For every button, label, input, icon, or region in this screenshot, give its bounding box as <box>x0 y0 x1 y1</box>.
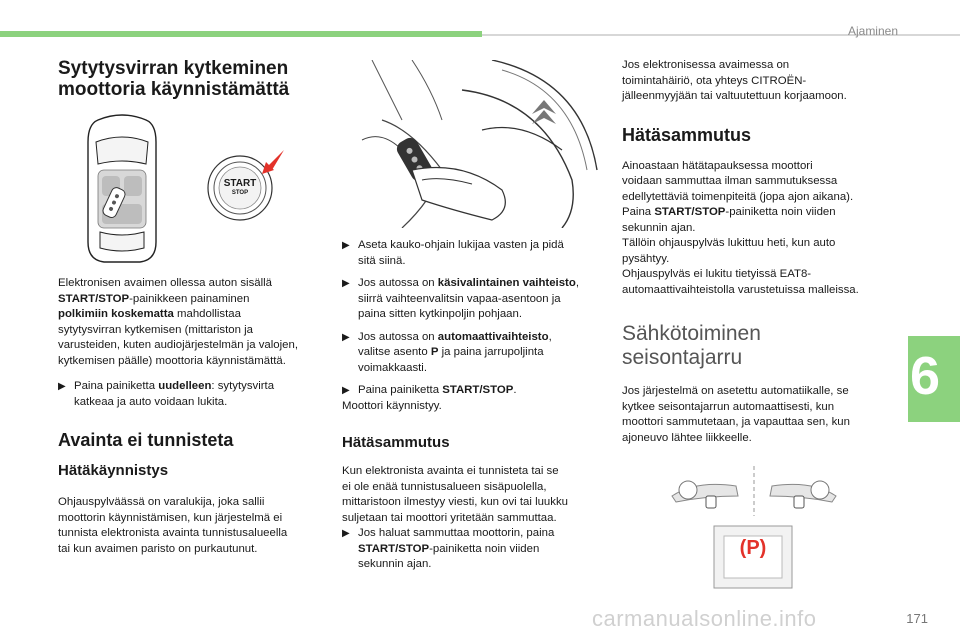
section-title-key-not-detected: Avainta ei tunnisteta <box>58 430 234 450</box>
bullet-place-key: ▶ Aseta kauko-ohjain lukijaa vasten ja pidä sitä siinä. <box>342 239 564 267</box>
section-title-electric-parking-brake: Sähkötoiminen seisontajarru <box>622 322 761 369</box>
paragraph-ignition: Elektronisen avaimen ollessa auton sisällä START/STOP-painikkeen painaminen polkimiin koskematta mahdollistaa sytytysvirran kytkemisen (mittariston ja varusteiden, kuten audiojärjestelmän ja valojen, kytkemisen päälle) moottoria käynnistämättä. <box>58 277 298 367</box>
bullet-arrow-icon: ▶ <box>342 528 350 539</box>
column-1-body <box>58 276 330 410</box>
car-top-view-illustration <box>84 112 160 264</box>
bullet-arrow-icon: ▶ <box>342 385 350 396</box>
paragraph-key-malfunction: Jos elektronisessa avaimessa on toimintahäiriö, ota yhteys CITROËN- jälleenmyyjään tai valtuutettuun korjaamoon. <box>622 59 847 102</box>
section-title-emergency-stop: Hätäsammutus <box>622 124 752 145</box>
bullet-arrow-icon: ▶ <box>58 381 66 392</box>
parking-brake-symbol: (P) <box>739 537 767 559</box>
parking-brake-illustration <box>666 466 842 590</box>
steering-wheel-key-reader-illustration <box>342 60 602 228</box>
column-1 <box>58 58 328 100</box>
column-3-body <box>622 58 894 446</box>
bullet-press-start-stop: ▶ Paina painiketta START/STOP. <box>342 383 612 399</box>
paragraph-emergency-stop-details: Ainoastaan hätätapauksessa moottori voidaan sammuttaa ilman sammutuksessa edellytettäviä toimenpiteitä (jopa ajon aikana). Paina START/STOP-painiketta noin viiden sekunnin ajan. Tällöin ohjauspylväs lukittuu heti, kun auto pysähtyy. Ohjauspylväs ei lukitu tietyissä EAT8- automaattivaihteistolla varustetuissa malleissa. <box>622 159 859 296</box>
chapter-tab-number: 6 <box>910 346 941 406</box>
paragraph-engine-starts: Moottori käynnistyy. <box>342 399 442 412</box>
bullet-arrow-icon: ▶ <box>342 278 350 289</box>
bullet-arrow-icon: ▶ <box>342 240 350 251</box>
column-1-lower <box>58 430 330 557</box>
page-number: 171 <box>906 611 928 626</box>
subsection-title-emergency-start: Hätäkäynnistys <box>58 462 169 479</box>
chapter-title: Ajaminen <box>847 24 898 38</box>
section-title-ignition: Sytytysvirran kytkeminen moottoria käynnistämättä <box>58 58 290 100</box>
paragraph-parking-brake: Jos järjestelmä on asetettu automatiikalle, se kytkee seisontajarrun automaattisesti, kun moottori sammutetaan, ja vapauttaa sen, kun ajoneuvo lähtee liikkeelle. <box>622 385 850 444</box>
column-2-body <box>342 238 612 573</box>
chapter-tab <box>908 336 960 422</box>
start-label: START <box>223 178 257 189</box>
subsection-title-emergency-stop: Hätäsammutus <box>342 434 450 451</box>
bullet-manual-gearbox: ▶ Jos autossa on käsivalintainen vaihteisto, siirrä vaihteenvalitsin vapaa-asentoon ja paina sitten kytkinpoljin pohjaan. <box>342 277 579 320</box>
bullet-arrow-icon: ▶ <box>342 331 350 343</box>
watermark: carmanualsonline.info <box>592 606 817 631</box>
bullet-press-again: ▶ Paina painiketta uudelleen: sytytysvirta katkeaa ja auto voidaan lukita. <box>58 380 275 408</box>
paragraph-emergency-stop: Kun elektronista avainta ei tunnisteta tai se ei ole enää tunnistusalueen sisäpuolella, mittaristoon ilmestyy viesti, kun ovi tai luukku suljetaan tai moottori yritetään sammuttaa. <box>342 465 568 524</box>
stop-label: STOP <box>231 190 249 196</box>
bullet-automatic-gearbox: ▶ Jos autossa on automaattivaihteisto, valitse asento P ja paina jarrupoljinta voimakkaasti. <box>342 330 552 374</box>
paragraph-emergency-start: Ohjauspylväässä on varalukija, joka sallii moottorin käynnistämisen, kun järjestelmä ei tunnista elektronista avainta tunnistusalueella tai kun avaimen paristo on purkautunut. <box>58 496 288 555</box>
header-accent-bar <box>0 31 482 37</box>
press-arrow-icon <box>258 148 288 178</box>
bullet-stop-engine: ▶ Jos haluat sammuttaa moottorin, paina START/STOP-painiketta noin viiden sekunnin ajan. <box>342 527 555 570</box>
